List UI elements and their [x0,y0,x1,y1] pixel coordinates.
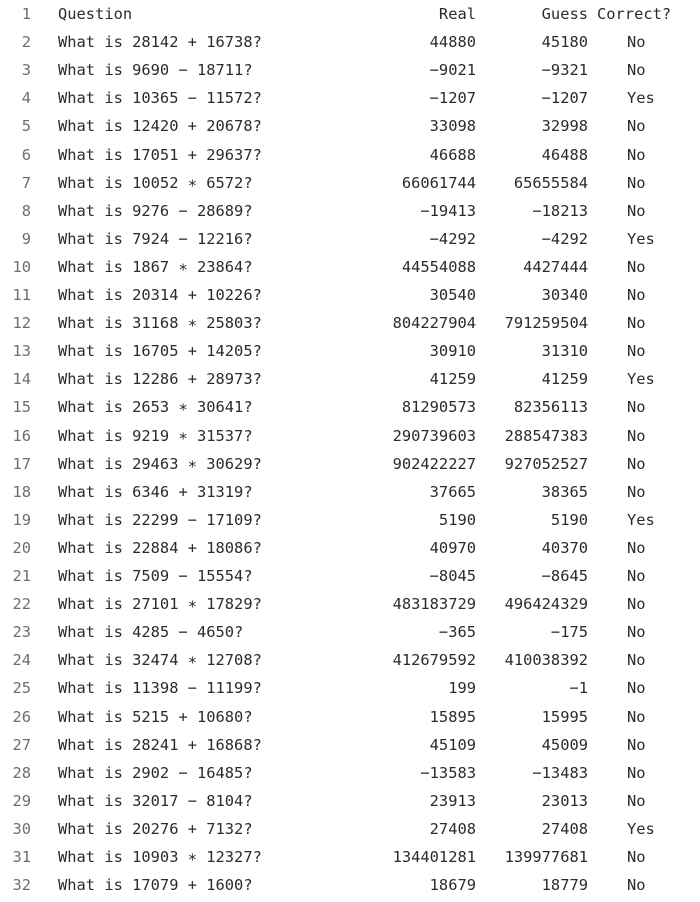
guess-cell: 410038392 [504,651,588,670]
question-cell: What is 7924 − 12216? [58,229,253,248]
correct-cell: No [627,257,646,276]
guess-cell: 927052527 [504,454,588,473]
real-cell: 37665 [429,482,476,501]
guess-cell: 45009 [541,735,588,754]
question-cell: What is 10365 − 11572? [58,89,262,108]
correct-cell: No [627,201,646,220]
table-row [0,28,700,56]
correct-cell: Yes [627,370,655,389]
correct-cell: No [627,342,646,361]
real-cell: 44880 [429,33,476,52]
table-row [0,56,700,84]
correct-cell: No [627,876,646,895]
table-row [0,590,700,618]
guess-cell: 5190 [550,510,588,529]
correct-cell: Yes [627,819,655,838]
question-cell: What is 28142 + 16738? [58,33,262,52]
correct-cell: No [627,763,646,782]
line-number: 16 [12,426,31,445]
guess-cell: 288547383 [504,426,588,445]
line-number: 30 [12,819,31,838]
real-cell: 902422227 [392,454,476,473]
table-row [0,450,700,478]
line-number: 26 [12,707,31,726]
real-cell: 412679592 [392,651,476,670]
table-row [0,281,700,309]
guess-cell: 23013 [541,791,588,810]
line-number: 1 [21,5,31,23]
header-real: Real [438,5,476,23]
correct-cell: No [627,117,646,136]
line-number: 6 [21,145,31,164]
table-row [0,871,700,899]
correct-cell: No [627,33,646,52]
table-row [0,534,700,562]
correct-cell: No [627,482,646,501]
correct-cell: No [627,538,646,557]
correct-cell: Yes [627,510,655,529]
line-number: 3 [21,61,31,80]
correct-cell: No [627,679,646,698]
guess-cell: 45180 [541,33,588,52]
question-cell: What is 12286 + 28973? [58,370,262,389]
line-number: 22 [12,595,31,614]
guess-cell: −18213 [532,201,588,220]
table-row [0,787,700,815]
real-cell: 41259 [429,370,476,389]
correct-cell: No [627,61,646,80]
table-row [0,815,700,843]
header-guess: Guess [541,5,588,23]
question-cell: What is 16705 + 14205? [58,342,262,361]
guess-cell: 40370 [541,538,588,557]
correct-cell: No [627,735,646,754]
question-cell: What is 22299 − 17109? [58,510,262,529]
question-cell: What is 2902 − 16485? [58,763,253,782]
question-cell: What is 4285 − 4650? [58,623,244,642]
real-cell: −4292 [429,229,476,248]
real-cell: 290739603 [392,426,476,445]
real-cell: 30910 [429,342,476,361]
guess-cell: 18779 [541,876,588,895]
correct-cell: No [627,707,646,726]
table-row [0,393,700,421]
line-number: 21 [12,567,31,585]
table-row [0,112,700,140]
table-row [0,84,700,112]
correct-cell: No [627,286,646,304]
question-cell: What is 32017 − 8104? [58,791,253,810]
line-number: 4 [21,89,31,108]
question-cell: What is 27101 ∗ 17829? [58,595,262,614]
guess-cell: 82356113 [513,398,588,417]
real-cell: 134401281 [392,848,476,866]
correct-cell: No [627,848,646,866]
line-number: 2 [21,33,31,52]
question-cell: What is 1867 ∗ 23864? [58,257,253,276]
correct-cell: Yes [627,89,655,108]
guess-cell: 139977681 [504,848,588,866]
real-cell: 45109 [429,735,476,754]
table-row [0,169,700,197]
real-cell: 46688 [429,145,476,164]
line-number: 18 [12,482,31,501]
guess-cell: 30340 [541,286,588,304]
question-cell: What is 20276 + 7132? [58,819,253,838]
real-cell: 30540 [429,286,476,304]
table-row [0,731,700,759]
table-row [0,197,700,225]
table-row [0,674,700,702]
question-cell: What is 7509 − 15554? [58,567,253,585]
line-number: 14 [12,370,31,389]
real-cell: −365 [438,623,476,642]
real-cell: 18679 [429,876,476,895]
guess-cell: −9321 [541,61,588,80]
line-number: 10 [12,257,31,276]
real-cell: 483183729 [392,595,476,614]
correct-cell: No [627,651,646,670]
guess-cell: 791259504 [504,314,588,333]
guess-cell: 32998 [541,117,588,136]
real-cell: −19413 [420,201,476,220]
guess-cell: 496424329 [504,595,588,614]
line-number: 12 [12,314,31,333]
table-row [0,646,700,674]
question-cell: What is 6346 + 31319? [58,482,253,501]
line-number: 5 [21,117,31,136]
guess-cell: 27408 [541,819,588,838]
real-cell: 66061744 [401,173,476,192]
question-cell: What is 17079 + 1600? [58,876,253,895]
guess-cell: 41259 [541,370,588,389]
question-cell: What is 32474 ∗ 12708? [58,651,262,670]
line-number: 19 [12,510,31,529]
correct-cell: No [627,623,646,642]
real-cell: 40970 [429,538,476,557]
guess-cell: −4292 [541,229,588,248]
real-cell: 5190 [438,510,476,529]
table-row [0,703,700,731]
real-cell: −1207 [429,89,476,108]
question-cell: What is 31168 ∗ 25803? [58,314,262,333]
line-number: 28 [12,763,31,782]
question-cell: What is 9690 − 18711? [58,61,253,80]
correct-cell: No [627,567,646,585]
table-row [0,309,700,337]
guess-cell: −1 [569,679,588,698]
guess-cell: −8645 [541,567,588,585]
correct-cell: No [627,173,646,192]
line-number: 17 [12,454,31,473]
guess-cell: 38365 [541,482,588,501]
header-row [0,0,700,28]
header-correct: Correct? [597,5,672,23]
correct-cell: No [627,145,646,164]
table-row [0,506,700,534]
question-cell: What is 11398 − 11199? [58,679,262,698]
real-cell: −13583 [420,763,476,782]
line-number: 20 [12,538,31,557]
line-number: 11 [12,286,31,304]
table-row [0,562,700,590]
real-cell: 27408 [429,819,476,838]
correct-cell: No [627,314,646,333]
real-cell: 15895 [429,707,476,726]
question-cell: What is 12420 + 20678? [58,117,262,136]
correct-cell: No [627,791,646,810]
guess-cell: −1207 [541,89,588,108]
guess-cell: −175 [550,623,588,642]
line-number: 25 [12,679,31,698]
question-cell: What is 17051 + 29637? [58,145,262,164]
correct-cell: No [627,426,646,445]
line-number: 13 [12,342,31,361]
line-number: 15 [12,398,31,417]
line-number: 8 [21,201,31,220]
table-row [0,365,700,393]
line-number: 9 [21,229,31,248]
guess-cell: 31310 [541,342,588,361]
table-row [0,337,700,365]
real-cell: 199 [448,679,476,698]
header-question: Question [58,5,133,23]
table-row [0,759,700,787]
line-number: 29 [12,791,31,810]
real-cell: −9021 [429,61,476,80]
real-cell: 81290573 [401,398,476,417]
real-cell: 804227904 [392,314,476,333]
correct-cell: No [627,454,646,473]
question-cell: What is 9219 ∗ 31537? [58,426,253,445]
question-cell: What is 29463 ∗ 30629? [58,454,262,473]
question-cell: What is 5215 + 10680? [58,707,253,726]
table-row [0,253,700,281]
real-cell: 23913 [429,791,476,810]
line-number: 7 [21,173,31,192]
table-row [0,478,700,506]
question-cell: What is 20314 + 10226? [58,286,262,304]
question-cell: What is 22884 + 18086? [58,538,262,557]
line-number: 23 [12,623,31,642]
table-row [0,618,700,646]
correct-cell: No [627,595,646,614]
question-cell: What is 2653 ∗ 30641? [58,398,253,417]
guess-cell: 65655584 [513,173,588,192]
question-cell: What is 10903 ∗ 12327? [58,848,262,866]
correct-cell: Yes [627,229,655,248]
guess-cell: −13483 [532,763,588,782]
table-row [0,422,700,450]
real-cell: 44554088 [401,257,476,276]
table-row [0,843,700,871]
line-number: 24 [12,651,31,670]
guess-cell: 46488 [541,145,588,164]
table-row [0,225,700,253]
real-cell: −8045 [429,567,476,585]
question-cell: What is 28241 + 16868? [58,735,262,754]
guess-cell: 4427444 [523,257,588,276]
line-number: 27 [12,735,31,754]
question-cell: What is 9276 − 28689? [58,201,253,220]
line-number: 32 [12,876,31,895]
line-number: 31 [12,848,31,866]
real-cell: 33098 [429,117,476,136]
table-row [0,141,700,169]
question-cell: What is 10052 ∗ 6572? [58,173,253,192]
guess-cell: 15995 [541,707,588,726]
correct-cell: No [627,398,646,417]
